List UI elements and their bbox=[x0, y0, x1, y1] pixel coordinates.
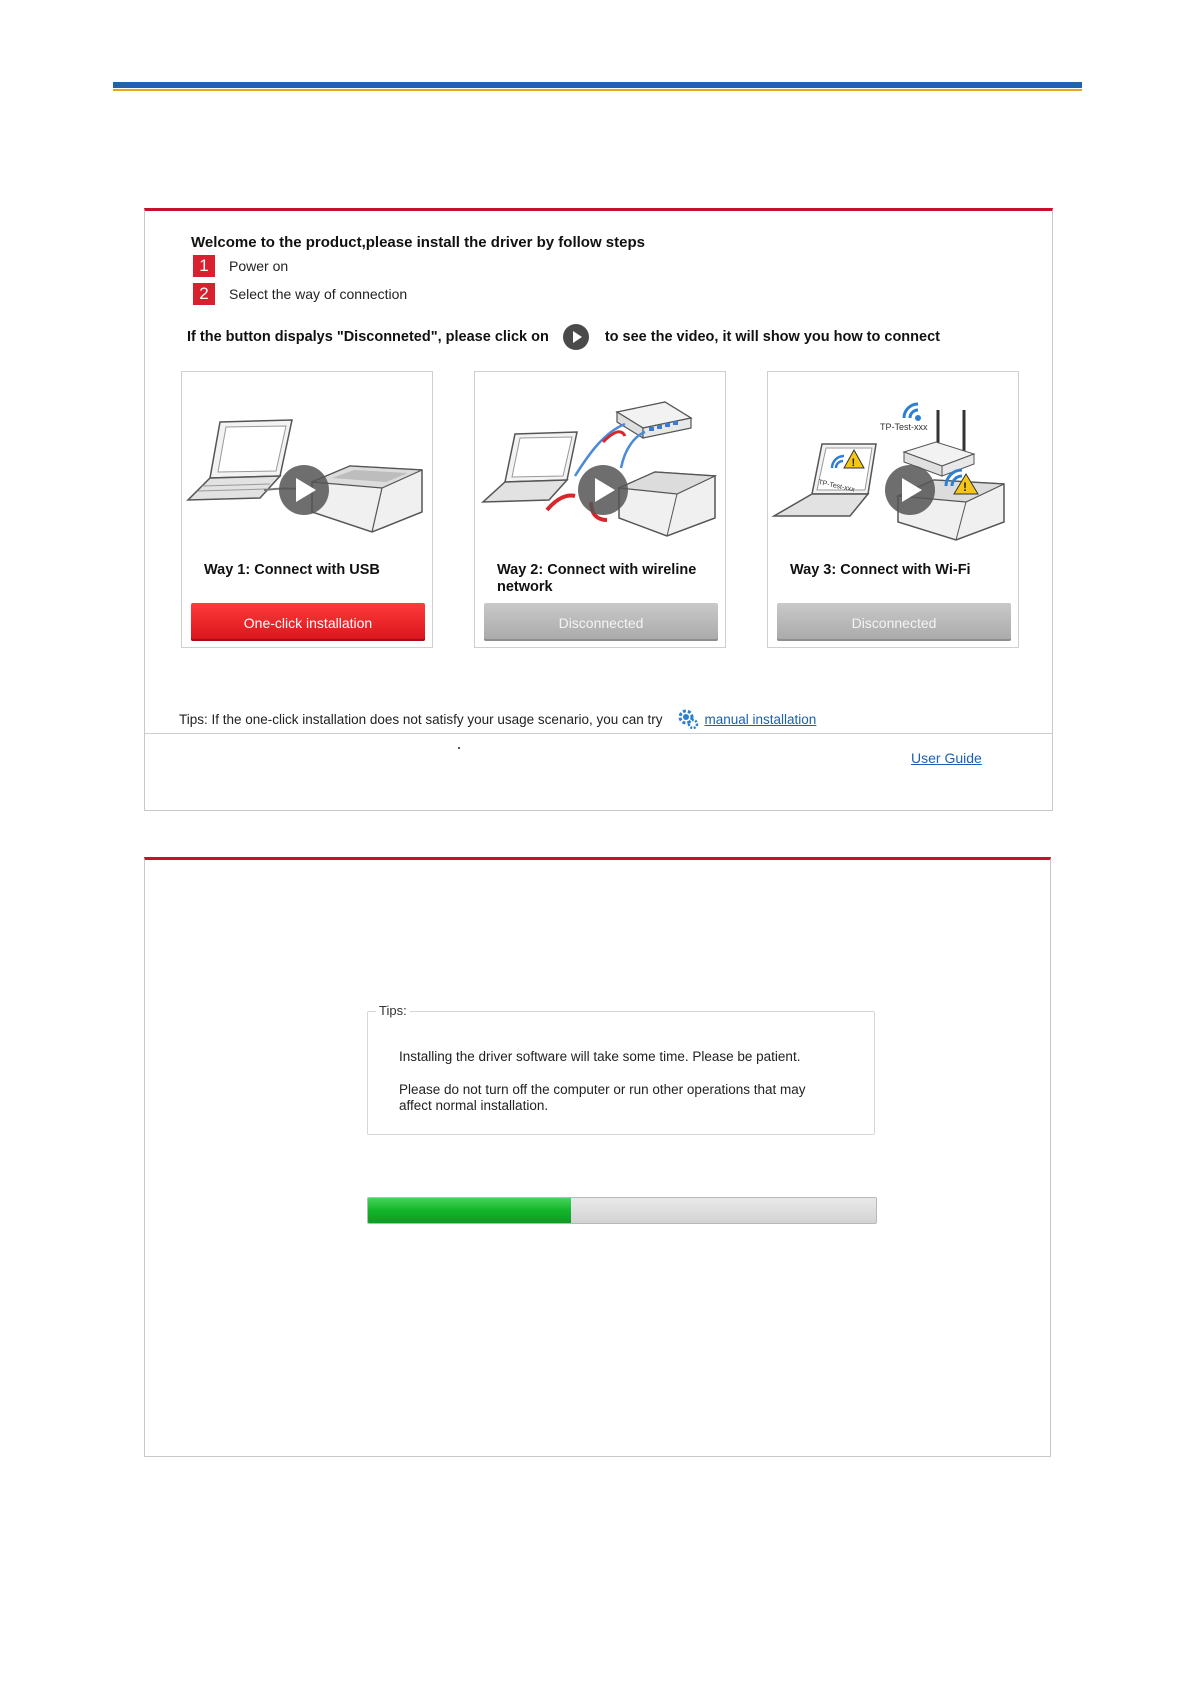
svg-text:!: ! bbox=[851, 457, 856, 469]
installer-window bbox=[144, 208, 1053, 811]
card-wifi bbox=[767, 371, 1019, 648]
tips-line-patience: Installing the driver software will take some time. Please be patient. bbox=[399, 1049, 801, 1064]
svg-text:!: ! bbox=[963, 480, 967, 494]
step-power-on bbox=[193, 255, 288, 277]
instruction-text-before: If the button dispalys "Disconneted", please click on bbox=[187, 329, 549, 345]
wifi-illustration bbox=[768, 372, 1018, 552]
play-button-icon bbox=[578, 465, 628, 515]
footer-divider bbox=[145, 733, 1052, 734]
network-switch-icon bbox=[617, 402, 691, 438]
tips-text: Tips: If the one-click installation does not satisfy your usage scenario, you can try bbox=[179, 711, 663, 727]
install-progress-window bbox=[144, 857, 1051, 1457]
ssid-label: TP-Test-xxx bbox=[880, 422, 928, 432]
tips-line-warning: Please do not turn off the computer or run other operations that may affect normal installation. bbox=[399, 1082, 806, 1113]
dot-mark bbox=[458, 747, 460, 749]
step-label: Power on bbox=[229, 258, 289, 274]
install-progress-bar bbox=[367, 1197, 877, 1224]
play-video-icon[interactable] bbox=[563, 324, 589, 350]
instruction-text-after: to see the video, it will show you how to connect bbox=[604, 329, 940, 345]
svg-text:TP-Test-xxx: TP-Test-xxx bbox=[817, 479, 856, 494]
video-instruction bbox=[187, 324, 940, 350]
laptop-icon bbox=[483, 432, 577, 502]
card-wired-network bbox=[474, 371, 726, 648]
one-click-install-button[interactable]: One-click installation bbox=[191, 603, 425, 641]
tips-line bbox=[179, 708, 816, 730]
printer-icon bbox=[312, 466, 422, 532]
user-guide-link[interactable]: User Guide bbox=[911, 750, 982, 766]
play-button-icon bbox=[279, 465, 329, 515]
settings-gear-icon bbox=[677, 708, 699, 730]
wired-illustration bbox=[475, 372, 725, 552]
laptop-icon bbox=[774, 444, 876, 516]
manual-installation-link[interactable]: manual installation bbox=[704, 711, 817, 727]
tips-groupbox bbox=[367, 1003, 875, 1135]
card-title: Way 2: Connect with wireline network bbox=[497, 562, 697, 595]
wifi-signal-icon bbox=[904, 404, 921, 421]
step-label: Select the way of connection bbox=[229, 286, 408, 302]
play-button-icon bbox=[885, 465, 935, 515]
step-number-badge: 2 bbox=[193, 283, 215, 305]
printer-icon bbox=[619, 472, 715, 536]
tips-legend: Tips: bbox=[376, 1003, 410, 1018]
header-rule-blue bbox=[113, 82, 1082, 88]
step-number-badge: 1 bbox=[193, 255, 215, 277]
disconnected-button-wired[interactable]: Disconnected bbox=[484, 603, 718, 641]
progress-fill bbox=[368, 1198, 571, 1223]
welcome-text: Welcome to the product,please install the driver by follow steps bbox=[191, 234, 645, 251]
disconnected-button-wifi[interactable]: Disconnected bbox=[777, 603, 1011, 641]
usb-illustration bbox=[182, 372, 432, 552]
step-select-connection bbox=[193, 283, 407, 305]
card-title: Way 3: Connect with Wi-Fi bbox=[790, 562, 971, 578]
card-title: Way 1: Connect with USB bbox=[204, 562, 380, 578]
card-usb bbox=[181, 371, 433, 648]
header-rule-gold bbox=[113, 89, 1082, 91]
